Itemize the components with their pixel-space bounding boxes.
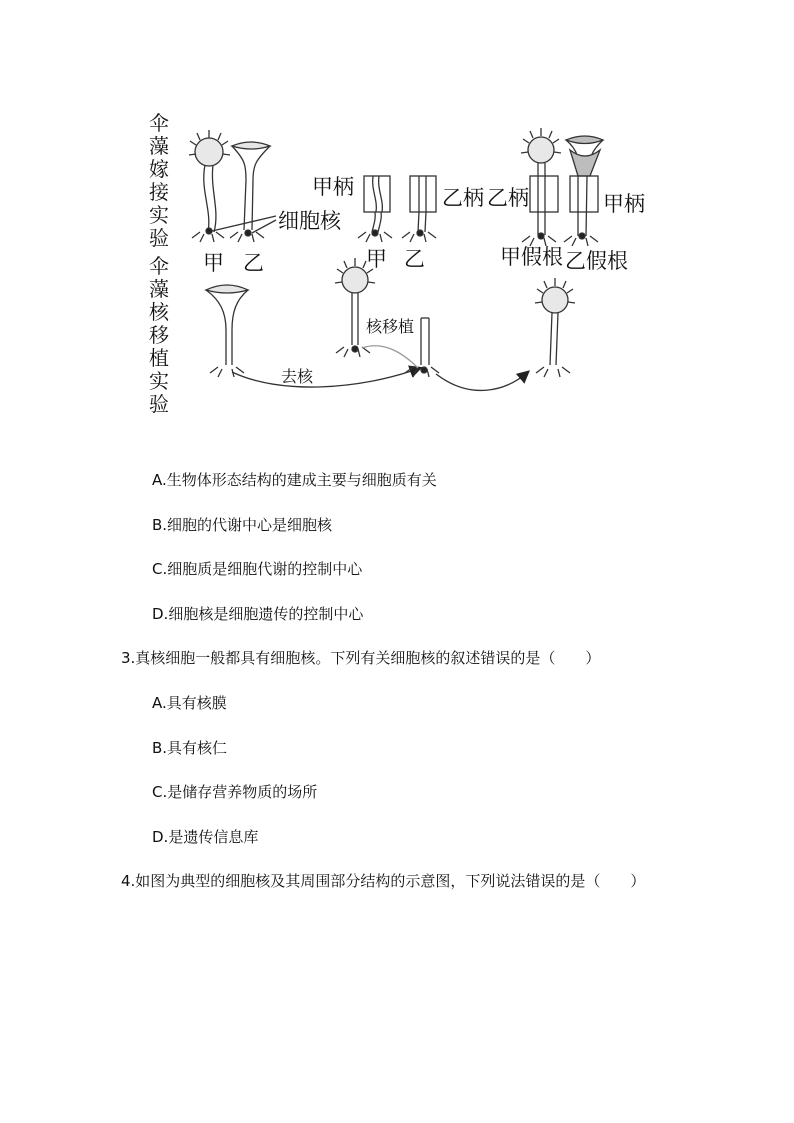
q3-option-d: D.是遗传信息库 <box>152 828 259 846</box>
stalk-jia-cut <box>358 176 392 242</box>
stalk-yi-cut <box>402 176 436 242</box>
q3-option-b: B.具有核仁 <box>152 739 228 757</box>
q3-option-c: C.是储存营养物质的场所 <box>152 783 318 801</box>
q3-option-a: A.具有核膜 <box>152 694 227 712</box>
label-jia-stalk-right: 甲柄 <box>603 192 645 216</box>
alga-result-flower <box>535 278 575 377</box>
algae-diagram <box>0 0 794 440</box>
q3-stem: 3.真核细胞一般都具有细胞核。下列有关细胞核的叙述错误的是（ ） <box>121 649 601 667</box>
label-enucleate: 去核 <box>281 367 314 386</box>
q2-option-c: C.细胞质是细胞代谢的控制中心 <box>152 560 363 578</box>
label-jia-rhizoid: 甲假根 <box>500 245 563 269</box>
grafting-experiment-vertical-label: 伞 藻 嫁 接 实 验 <box>149 111 169 250</box>
graft-jia-stalk-on-yi-rhizoid <box>564 136 603 246</box>
label-nucleus-transplant: 核移植 <box>366 317 415 336</box>
alga-umbrella-enucleated <box>206 285 248 377</box>
label-yi-1: 乙 <box>243 251 264 275</box>
q2-option-b: B.细胞的代谢中心是细胞核 <box>152 516 333 534</box>
q2-option-a: A.生物体形态结构的建成主要与细胞质有关 <box>152 471 437 489</box>
label-yi-stalk-mid: 乙柄 <box>442 186 484 210</box>
label-jia-1: 甲 <box>203 251 224 275</box>
label-yi-rhizoid: 乙假根 <box>565 249 628 273</box>
label-yi-2: 乙 <box>404 247 425 271</box>
label-jia-2: 甲 <box>366 247 387 271</box>
label-jia-stalk: 甲柄 <box>312 175 354 199</box>
q4-stem: 4.如图为典型的细胞核及其周围部分结构的示意图，下列说法错误的是（ ） <box>121 872 646 890</box>
alga-jia-whole <box>189 130 230 242</box>
acetabularia-experiment-figure <box>0 0 794 440</box>
transplant-experiment-vertical-label: 伞 藻 核 移 植 实 验 <box>149 254 169 416</box>
q2-option-d: D.细胞核是细胞遗传的控制中心 <box>152 605 364 623</box>
label-yi-stalk-right: 乙柄 <box>487 186 529 210</box>
label-nucleus: 细胞核 <box>278 209 341 233</box>
